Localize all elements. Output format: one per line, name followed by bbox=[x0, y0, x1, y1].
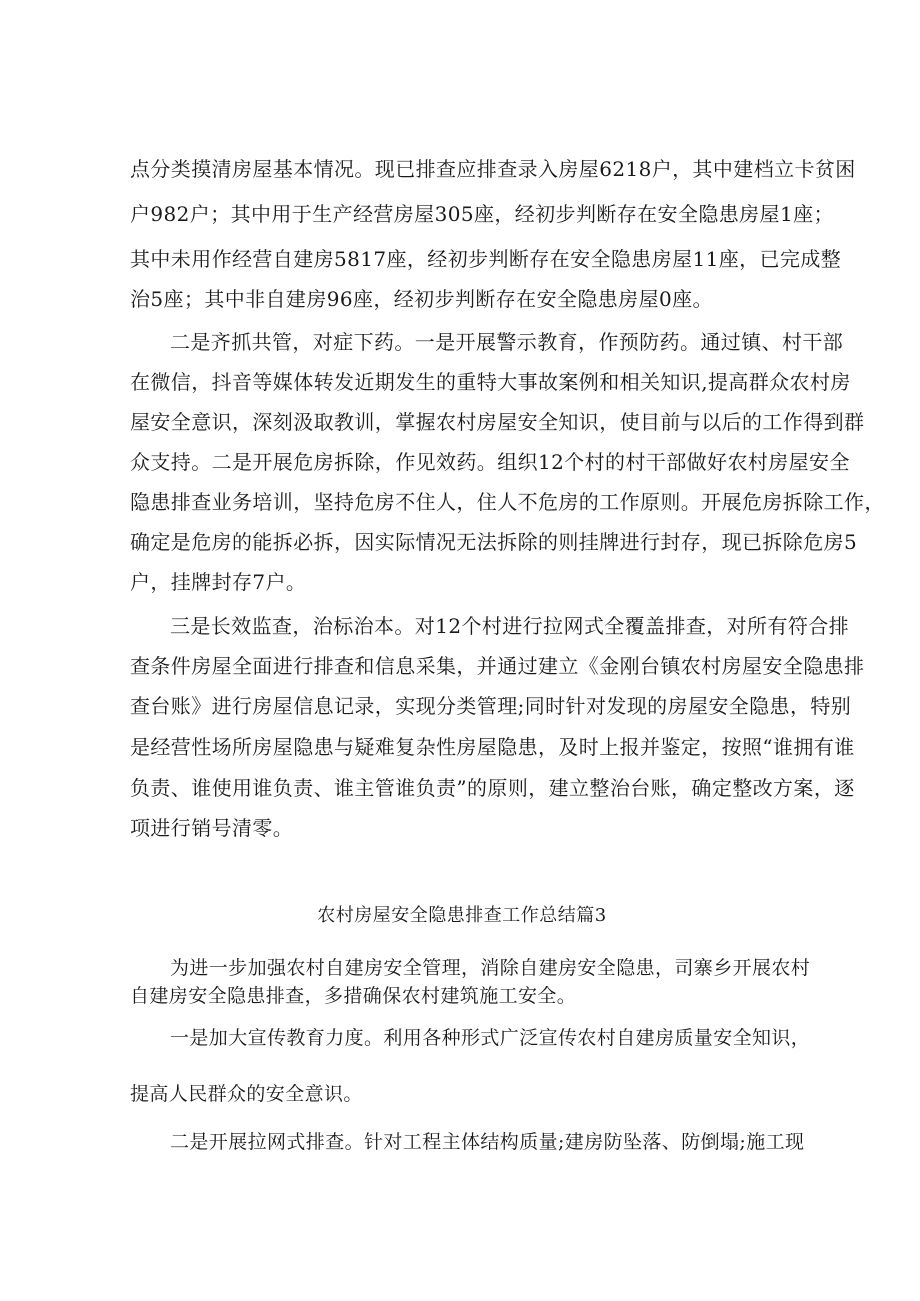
text-line: 为进一步加强农村自建房安全管理，消除自建房安全隐患，司寨乡开展农村 bbox=[170, 957, 811, 979]
text-line: 户，挂牌封存7户。 bbox=[130, 570, 307, 594]
text-line: 二是开展拉网式排查。针对工程主体结构质量;建房防坠落、防倒塌;施工现 bbox=[170, 1131, 805, 1153]
text-line: 提高人民群众的安全意识。 bbox=[130, 1083, 363, 1105]
text-line: 查台账》进行房屋信息记录，实现分类管理;同时针对发现的房屋安全隐患，特别 bbox=[130, 694, 852, 718]
text-line: 一是加大宣传教育力度。利用各种形式广泛宣传农村自建房质量安全知识， bbox=[170, 1027, 811, 1049]
text-line: 自建房安全隐患排查，多措确保农村建筑施工安全。 bbox=[130, 985, 577, 1007]
text-line: 隐患排查业务培训，坚持危房不住人，住人不危房的工作原则。开展危房拆除工作， bbox=[130, 490, 885, 514]
text-line: 负责、谁使用谁负责、谁主管谁负责”的原则，建立整治台账，确定整改方案，逐 bbox=[130, 776, 855, 800]
text-line: 其中未用作经营自建房5817座，经初步判断存在安全隐患房屋11座，已完成整 bbox=[130, 247, 842, 271]
text-line: 确定是危房的能拆必拆，因实际情况无法拆除的则挂牌进行封存，现已拆除危房5 bbox=[130, 530, 858, 554]
text-line: 三是长效监查，治标治本。对12个村进行拉网式全覆盖排查，对所有符合排 bbox=[170, 614, 850, 638]
text-line: 众支持。二是开展危房拆除，作见效药。组织12个村的村干部做好农村房屋安全 bbox=[130, 450, 850, 474]
text-line: 屋安全意识，深刻汲取教训，掌握农村房屋安全知识，使目前与以后的工作得到群 bbox=[130, 410, 865, 434]
text-line: 治5座；其中非自建房96座，经初步判断存在安全隐患房屋0座。 bbox=[130, 287, 713, 311]
section-title: 农村房屋安全隐患排查工作总结篇3 bbox=[317, 905, 607, 926]
text-line: 户982户；其中用于生产经营房屋305座，经初步判断存在安全隐患房屋1座； bbox=[130, 202, 834, 226]
text-line: 项进行销号清零。 bbox=[130, 816, 294, 840]
text-line: 点分类摸清房屋基本情况。现已排查应排查录入房屋6218户，其中建档立卡贫困 bbox=[130, 157, 856, 181]
text-line: 是经营性场所房屋隐患与疑难复杂性房屋隐患，及时上报并鉴定，按照“谁拥有谁 bbox=[130, 735, 855, 759]
text-line: 在微信，抖音等媒体转发近期发生的重特大事故案例和相关知识,提高群众农村房 bbox=[130, 370, 851, 394]
text-line: 二是齐抓共管，对症下药。一是开展警示教育，作预防药。通过镇、村干部 bbox=[170, 330, 844, 354]
text-line: 查条件房屋全面进行排查和信息采集，并通过建立《金刚台镇农村房屋安全隐患排 bbox=[130, 654, 865, 678]
